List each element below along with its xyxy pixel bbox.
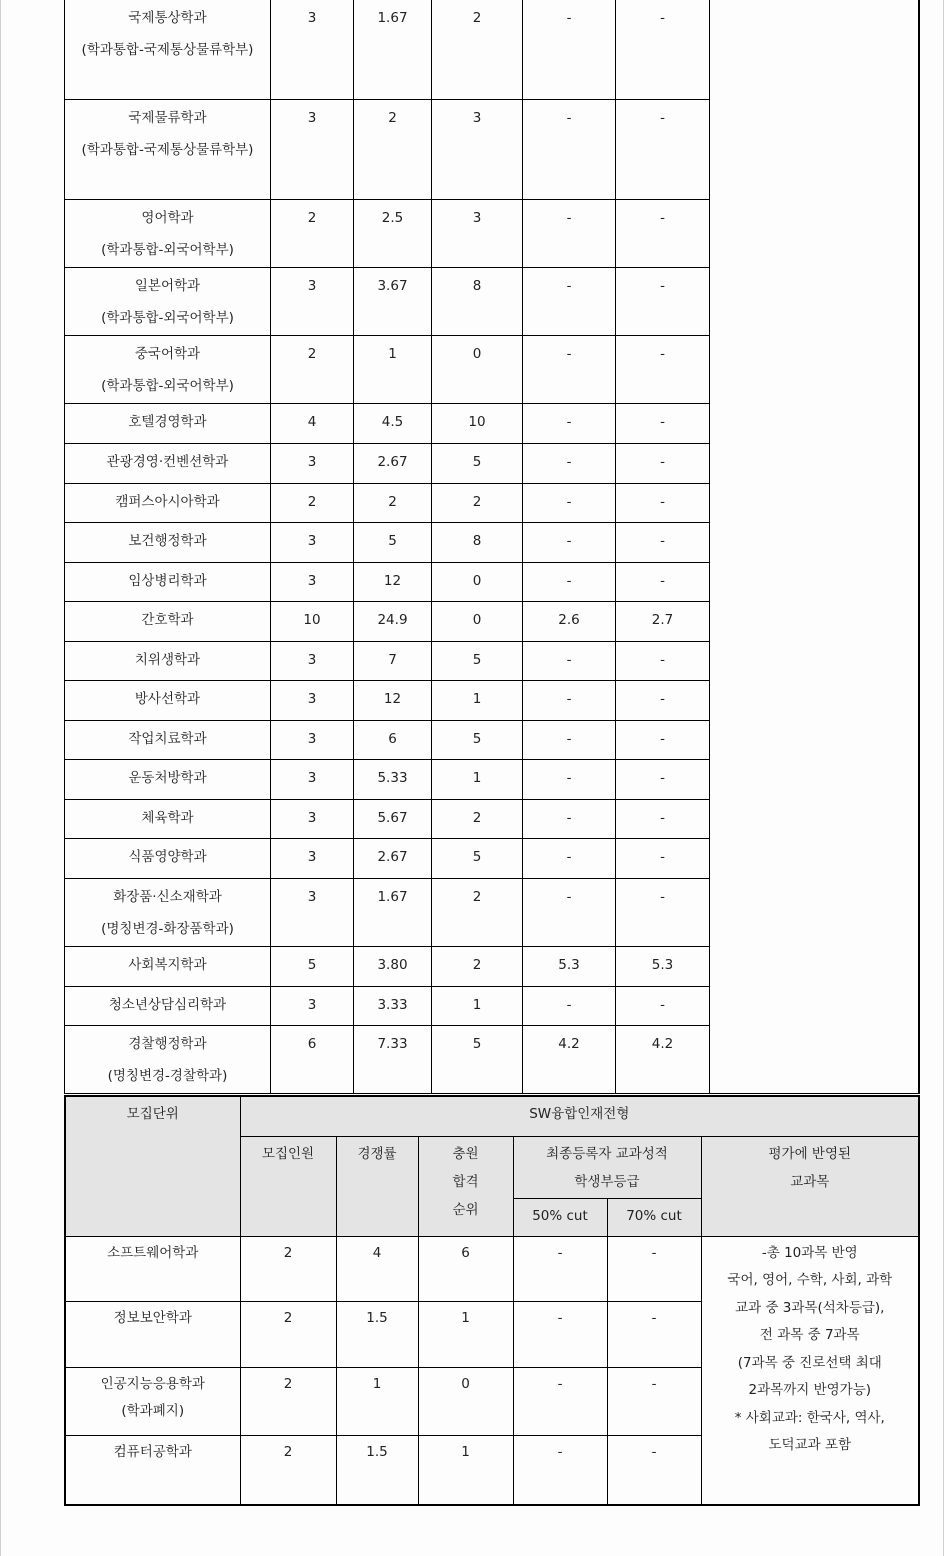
- waitlist-rank-cell: 10: [432, 404, 523, 444]
- header-waitlist-rank: [418, 1136, 513, 1236]
- evaluated-subjects-line: (7과목 중 진로선택 최대: [737, 1354, 882, 1371]
- waitlist-rank-cell: 1: [432, 681, 523, 721]
- department-cell: [65, 1435, 240, 1505]
- department-cell: [65, 987, 271, 1026]
- cut-50-cell: -: [523, 336, 616, 404]
- competition-ratio-cell: 1.5: [336, 1301, 418, 1367]
- waitlist-rank-cell: 5: [432, 642, 523, 681]
- quota-cell: 5: [271, 947, 354, 987]
- cut-50-cell: -: [523, 523, 616, 563]
- quota-cell: 4: [271, 404, 354, 444]
- quota-cell: 2: [240, 1435, 336, 1505]
- cut-70-cell: -: [616, 100, 710, 200]
- cut-70-cell: 5.3: [616, 947, 710, 987]
- competition-ratio-cell: 3.80: [354, 947, 432, 987]
- quota-cell: 3: [271, 760, 354, 800]
- page-edge-left: [0, 0, 1, 1556]
- competition-ratio-cell: 2.67: [354, 444, 432, 484]
- department-name: 중국어학과: [134, 346, 201, 362]
- competition-ratio-cell: 5: [354, 523, 432, 563]
- header-final-grade-line1: 최종등록자 교과성적: [546, 1145, 668, 1162]
- department-name: 운동처방학과: [128, 770, 207, 786]
- cut-50-cell: -: [523, 0, 616, 100]
- quota-cell: 3: [271, 268, 354, 336]
- waitlist-rank-cell: 1: [432, 987, 523, 1026]
- cut-50-cell: -: [523, 879, 616, 947]
- department-cell: [65, 879, 271, 947]
- cut-70-cell: -: [616, 721, 710, 760]
- quota-cell: 3: [271, 721, 354, 760]
- cut-70-cell: -: [616, 839, 710, 879]
- department-note: (명칭변경-경찰학과): [107, 1068, 228, 1084]
- department-cell: [65, 336, 271, 404]
- department-cell: [65, 523, 271, 563]
- header-cut-50: 50% cut: [513, 1198, 607, 1236]
- department-note: (학과통합-외국어학부): [101, 378, 234, 394]
- header-quota: 모집인원: [240, 1136, 336, 1236]
- waitlist-rank-cell: 2: [432, 879, 523, 947]
- department-note: (명칭변경-화장품학과): [101, 921, 234, 937]
- department-name: 소프트웨어학과: [107, 1244, 199, 1261]
- waitlist-rank-cell: 1: [418, 1435, 513, 1505]
- waitlist-rank-cell: 2: [432, 800, 523, 839]
- quota-cell: 10: [271, 602, 354, 642]
- competition-ratio-cell: 2.67: [354, 839, 432, 879]
- cut-50-cell: 5.3: [523, 947, 616, 987]
- evaluated-subjects-line: -총 10과목 반영: [761, 1244, 858, 1261]
- header-final-grade: [513, 1136, 701, 1198]
- waitlist-rank-cell: 0: [418, 1367, 513, 1435]
- header-waitlist-rank-line3: 순위: [452, 1201, 479, 1218]
- department-cell: [65, 404, 271, 444]
- waitlist-rank-cell: 1: [418, 1301, 513, 1367]
- quota-cell: 3: [271, 987, 354, 1026]
- competition-ratio-cell: 12: [354, 563, 432, 602]
- cut-70-cell: -: [616, 0, 710, 100]
- cut-50-cell: -: [523, 563, 616, 602]
- evaluated-subjects-line: 도덕교과 포함: [768, 1437, 852, 1453]
- department-name: 식품영양학과: [128, 849, 207, 865]
- cut-70-cell: -: [616, 523, 710, 563]
- department-name: 화장품·신소재학과: [113, 889, 222, 905]
- waitlist-rank-cell: 3: [432, 100, 523, 200]
- cut-50-cell: -: [513, 1435, 607, 1505]
- department-cell: [65, 268, 271, 336]
- waitlist-rank-cell: 2: [432, 484, 523, 523]
- quota-cell: 3: [271, 839, 354, 879]
- cut-70-cell: -: [616, 336, 710, 404]
- cut-70-cell: -: [616, 404, 710, 444]
- competition-ratio-cell: 5.33: [354, 760, 432, 800]
- cut-70-cell: -: [616, 642, 710, 681]
- competition-ratio-cell: 3.33: [354, 987, 432, 1026]
- evaluated-subjects-line: * 사회교과: 한국사, 역사,: [734, 1409, 885, 1426]
- header-evaluated-subjects-line1: 평가에 반영된: [768, 1145, 852, 1162]
- department-name: 국제통상학과: [128, 10, 207, 26]
- header-competition-ratio: 경쟁률: [336, 1136, 418, 1236]
- header-evaluated-subjects: [701, 1136, 919, 1236]
- cut-50-cell: -: [523, 800, 616, 839]
- department-name: 치위생학과: [134, 652, 201, 668]
- department-name: 영어학과: [141, 210, 194, 226]
- department-cell: [65, 1236, 240, 1301]
- department-cell: [65, 760, 271, 800]
- cut-50-cell: -: [523, 100, 616, 200]
- department-cell: [65, 721, 271, 760]
- competition-ratio-cell: 24.9: [354, 602, 432, 642]
- department-cell: [65, 200, 271, 268]
- table1-body: [65, 0, 919, 1094]
- cut-50-cell: -: [523, 681, 616, 721]
- department-cell: [65, 1026, 271, 1094]
- cut-50-cell: -: [513, 1301, 607, 1367]
- cut-70-cell: -: [607, 1435, 701, 1505]
- department-cell: [65, 484, 271, 523]
- department-name: 보건행정학과: [128, 533, 207, 549]
- waitlist-rank-cell: 8: [432, 523, 523, 563]
- department-name: 청소년상담심리학과: [108, 997, 227, 1013]
- cut-50-cell: -: [513, 1236, 607, 1301]
- department-cell: [65, 602, 271, 642]
- department-note: (학과통합-국제통상물류학부): [81, 142, 254, 158]
- competition-ratio-cell: 1.67: [354, 879, 432, 947]
- cut-50-cell: -: [523, 760, 616, 800]
- cut-70-cell: 4.2: [616, 1026, 710, 1094]
- quota-cell: 3: [271, 444, 354, 484]
- header-waitlist-rank-line1: 충원: [452, 1145, 479, 1162]
- department-cell: [65, 1367, 240, 1435]
- department-name: 사회복지학과: [128, 957, 207, 973]
- header-evaluated-subjects-line2: 교과목: [790, 1173, 830, 1190]
- cut-50-cell: -: [523, 987, 616, 1026]
- table-row: [65, 1236, 919, 1301]
- competition-ratio-cell: 5.67: [354, 800, 432, 839]
- department-cell: [65, 1301, 240, 1367]
- admission-results-table-continued: [64, 0, 920, 1094]
- cut-50-cell: -: [523, 642, 616, 681]
- competition-ratio-cell: 1.5: [336, 1435, 418, 1505]
- waitlist-rank-cell: 0: [432, 563, 523, 602]
- competition-ratio-cell: 3.67: [354, 268, 432, 336]
- waitlist-rank-cell: 0: [432, 602, 523, 642]
- quota-cell: 3: [271, 563, 354, 602]
- department-note: (학과통합-국제통상물류학부): [81, 42, 254, 58]
- competition-ratio-cell: 2: [354, 100, 432, 200]
- cut-70-cell: -: [607, 1301, 701, 1367]
- competition-ratio-cell: 7: [354, 642, 432, 681]
- cut-50-cell: -: [523, 268, 616, 336]
- cut-70-cell: -: [616, 800, 710, 839]
- department-name: 국제물류학과: [128, 110, 207, 126]
- department-cell: [65, 800, 271, 839]
- cut-50-cell: -: [523, 200, 616, 268]
- competition-ratio-cell: 4.5: [354, 404, 432, 444]
- department-name: 관광경영·컨벤션학과: [106, 454, 229, 470]
- quota-cell: 2: [271, 484, 354, 523]
- quota-cell: 3: [271, 800, 354, 839]
- department-cell: [65, 947, 271, 987]
- evaluated-subjects-line: 전 과목 중 7과목: [759, 1327, 860, 1343]
- waitlist-rank-cell: 5: [432, 1026, 523, 1094]
- cut-50-cell: 2.6: [523, 602, 616, 642]
- quota-cell: 3: [271, 0, 354, 100]
- evaluated-subjects-line: 국어, 영어, 수학, 사회, 과학: [727, 1272, 893, 1288]
- header-cut-70: 70% cut: [607, 1198, 701, 1236]
- cut-70-cell: -: [616, 681, 710, 721]
- quota-cell: 2: [240, 1236, 336, 1301]
- header-final-grade-line2: 학생부등급: [574, 1173, 640, 1190]
- department-name: 호텔경영학과: [128, 414, 207, 430]
- department-cell: [65, 642, 271, 681]
- department-cell: [65, 839, 271, 879]
- waitlist-rank-cell: 5: [432, 839, 523, 879]
- department-name: 일본어학과: [134, 278, 201, 294]
- header-recruitment-unit: 모집단위: [65, 1096, 240, 1236]
- cut-70-cell: -: [616, 484, 710, 523]
- quota-cell: 6: [271, 1026, 354, 1094]
- table-row: [65, 0, 919, 100]
- department-note: (학과통합-외국어학부): [101, 310, 234, 326]
- department-name: 인공지능응용학과: [100, 1375, 205, 1392]
- evaluated-subjects-cell: [701, 1236, 919, 1505]
- waitlist-rank-cell: 8: [432, 268, 523, 336]
- sw-track-results-table: [64, 1095, 920, 1506]
- department-name: 임상병리학과: [128, 573, 207, 589]
- quota-cell: 3: [271, 879, 354, 947]
- competition-ratio-cell: 1.67: [354, 0, 432, 100]
- cut-50-cell: 4.2: [523, 1026, 616, 1094]
- evaluated-subjects-line: 교과 중 3과목(석차등급),: [735, 1299, 885, 1316]
- cut-70-cell: -: [607, 1367, 701, 1435]
- competition-ratio-cell: 4: [336, 1236, 418, 1301]
- cut-50-cell: -: [523, 404, 616, 444]
- department-name: 경찰행정학과: [128, 1036, 207, 1052]
- quota-cell: 2: [271, 336, 354, 404]
- cut-50-cell: -: [523, 484, 616, 523]
- quota-cell: 3: [271, 523, 354, 563]
- department-cell: [65, 0, 271, 100]
- header-track-name: SW융합인재전형: [240, 1096, 919, 1136]
- waitlist-rank-cell: 3: [432, 200, 523, 268]
- waitlist-rank-cell: 1: [432, 760, 523, 800]
- cut-70-cell: 2.7: [616, 602, 710, 642]
- competition-ratio-cell: 2: [354, 484, 432, 523]
- quota-cell: 2: [271, 200, 354, 268]
- quota-cell: 2: [240, 1301, 336, 1367]
- competition-ratio-cell: 2.5: [354, 200, 432, 268]
- quota-cell: 3: [271, 100, 354, 200]
- department-name: 작업치료학과: [128, 731, 207, 747]
- competition-ratio-cell: 12: [354, 681, 432, 721]
- department-name: 체육학과: [141, 810, 194, 826]
- department-name: 캠퍼스아시아학과: [115, 494, 220, 510]
- department-cell: [65, 563, 271, 602]
- department-cell: [65, 100, 271, 200]
- cut-50-cell: -: [513, 1367, 607, 1435]
- evaluated-subjects-cell: [710, 0, 919, 1094]
- department-name: 간호학과: [141, 612, 194, 628]
- table2-body: [65, 1236, 919, 1505]
- department-name: 정보보안학과: [113, 1309, 192, 1326]
- competition-ratio-cell: 7.33: [354, 1026, 432, 1094]
- cut-50-cell: -: [523, 839, 616, 879]
- competition-ratio-cell: 1: [336, 1367, 418, 1435]
- cut-70-cell: -: [616, 444, 710, 484]
- department-note: (학과통합-외국어학부): [101, 242, 234, 258]
- quota-cell: 2: [240, 1367, 336, 1435]
- cut-70-cell: -: [616, 987, 710, 1026]
- competition-ratio-cell: 6: [354, 721, 432, 760]
- waitlist-rank-cell: 5: [432, 444, 523, 484]
- cut-70-cell: -: [616, 760, 710, 800]
- waitlist-rank-cell: 5: [432, 721, 523, 760]
- cut-70-cell: -: [616, 268, 710, 336]
- cut-70-cell: -: [616, 200, 710, 268]
- department-name: 컴퓨터공학과: [113, 1443, 192, 1460]
- department-cell: [65, 444, 271, 484]
- department-note: (학과폐지): [121, 1402, 185, 1419]
- cut-70-cell: -: [607, 1236, 701, 1301]
- competition-ratio-cell: 1: [354, 336, 432, 404]
- quota-cell: 3: [271, 681, 354, 721]
- evaluated-subjects-line: 2과목까지 반영가능): [748, 1382, 872, 1398]
- quota-cell: 3: [271, 642, 354, 681]
- waitlist-rank-cell: 2: [432, 0, 523, 100]
- department-name: 방사선학과: [134, 691, 201, 707]
- header-waitlist-rank-line2: 합격: [452, 1173, 479, 1190]
- cut-50-cell: -: [523, 444, 616, 484]
- cut-70-cell: -: [616, 563, 710, 602]
- waitlist-rank-cell: 2: [432, 947, 523, 987]
- cut-50-cell: -: [523, 721, 616, 760]
- department-cell: [65, 681, 271, 721]
- cut-70-cell: -: [616, 879, 710, 947]
- waitlist-rank-cell: 6: [418, 1236, 513, 1301]
- waitlist-rank-cell: 0: [432, 336, 523, 404]
